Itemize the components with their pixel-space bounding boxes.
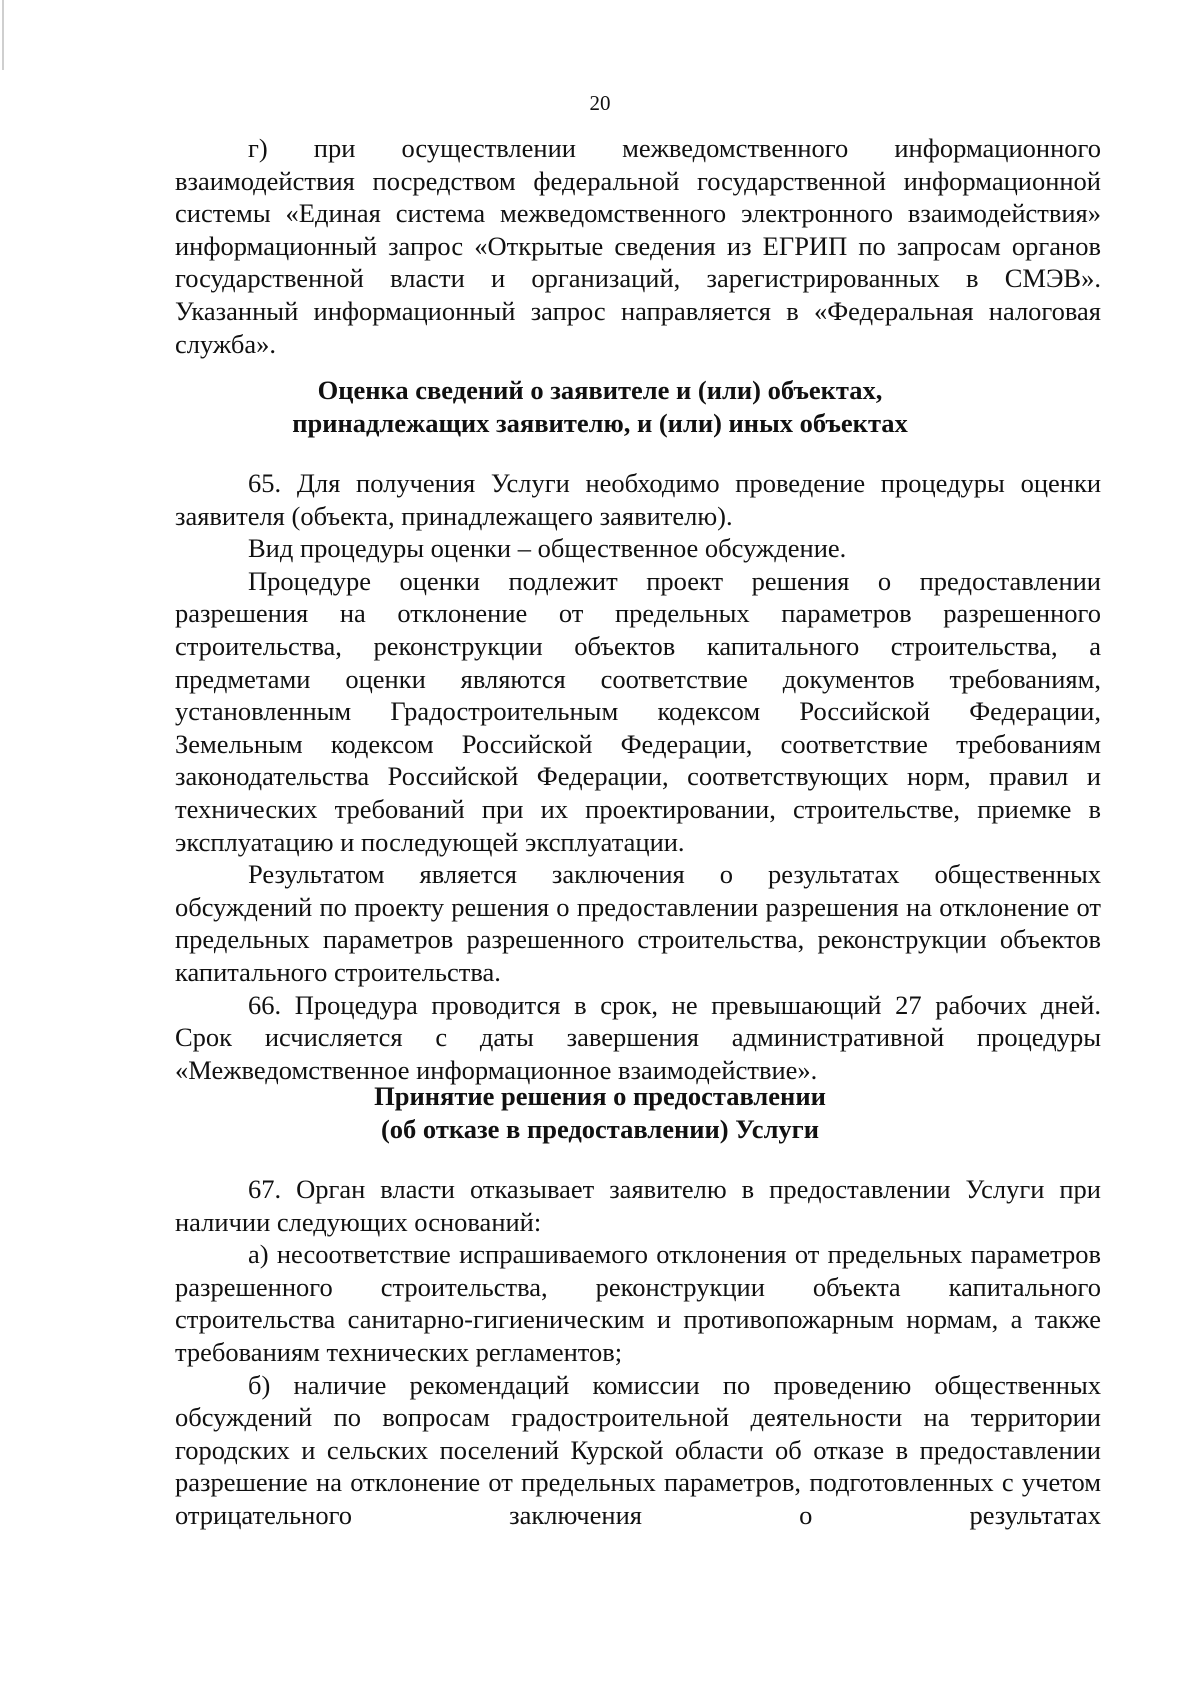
paragraph: Процедуре оценки подлежит проект решения о предоставлении разрешения на отклонение от предельных параметров разрешенного строительства, реконструкции объектов капитального строительства, а предметами оценки являются соответствие документов требованиям, установленным Градостроительным кодексом Российской Федерации, Земельным кодексом Российской Федерации, соответствие требованиям законодательства Российской Федерации, соответствующих норм, правил и технических требований при их проектировании, строительстве, приемке в эксплуатацию и последующей эксплуатации. [175,565,1101,857]
heading-line: Оценка сведений о заявителе и (или) объектах, [317,375,883,405]
page-number: 20 [589,91,611,115]
paragraph: б) наличие рекомендаций комиссии по проведению общественных обсуждений по вопросам градостроительной деятельности на территории городских и сельских поселений Курской области об отказе в предоставлении разрешение на отклонение от предельных параметров, подготовленных с учетом отрицательного заключения о результатах [175,1369,1101,1530]
paragraph: Результатом является заключения о результатах общественных обсуждений по проекту решения о предоставлении разрешения на отклонение от предельных параметров разрешенного строительства, реконструкции объектов капитального строительства. [175,859,1101,987]
paragraph-block-3 [175,1173,1101,1532]
heading-line: (об отказе в предоставлении) Услуги [380,1113,819,1144]
heading-line: принадлежащих заявителю, и (или) иных объектах [292,407,908,438]
paragraph-block-2 [175,467,1101,1086]
paragraph: 66. Процедура проводится в срок, не превышающий 27 рабочих дней. Срок исчисляется с даты завершения административной процедуры «Межведомственное информационное взаимодействие». [175,989,1101,1085]
scan-edge-mark [2,0,4,70]
heading-line: Принятие решения о предоставлении [374,1081,826,1111]
section-heading-decision [0,1080,1200,1145]
section-heading-assessment [0,374,1200,439]
paragraph: а) несоответствие испрашиваемого отклонения от предельных параметров разрешенного строительства, реконструкции объекта капитального строительства санитарно-гигиеническим и противопожарным нормам, а также требованиям технических регламентов; [175,1239,1101,1367]
paragraph: 65. Для получения Услуги необходимо проведение процедуры оценки заявителя (объекта, принадлежащего заявителю). [175,468,1101,531]
paragraph: г) при осуществлении межведомственного информационного [248,133,1101,163]
paragraph-block-1 [175,132,1101,360]
paragraph: Вид процедуры оценки – общественное обсуждение. [248,533,847,564]
paragraph: взаимодействия посредством федеральной государственной информационной системы «Единая система межведомственного электронного взаимодействия» информационный запрос «Открытые сведения из ЕГРИП по запросам органов государственной власти и организаций, зарегистрированных в СМЭВ». Указанный информационный запрос направляется в «Федеральная налоговая служба». [175,165,1101,359]
paragraph: 67. Орган власти отказывает заявителю в предоставлении Услуги при наличии следующих оснований: [175,1174,1101,1237]
